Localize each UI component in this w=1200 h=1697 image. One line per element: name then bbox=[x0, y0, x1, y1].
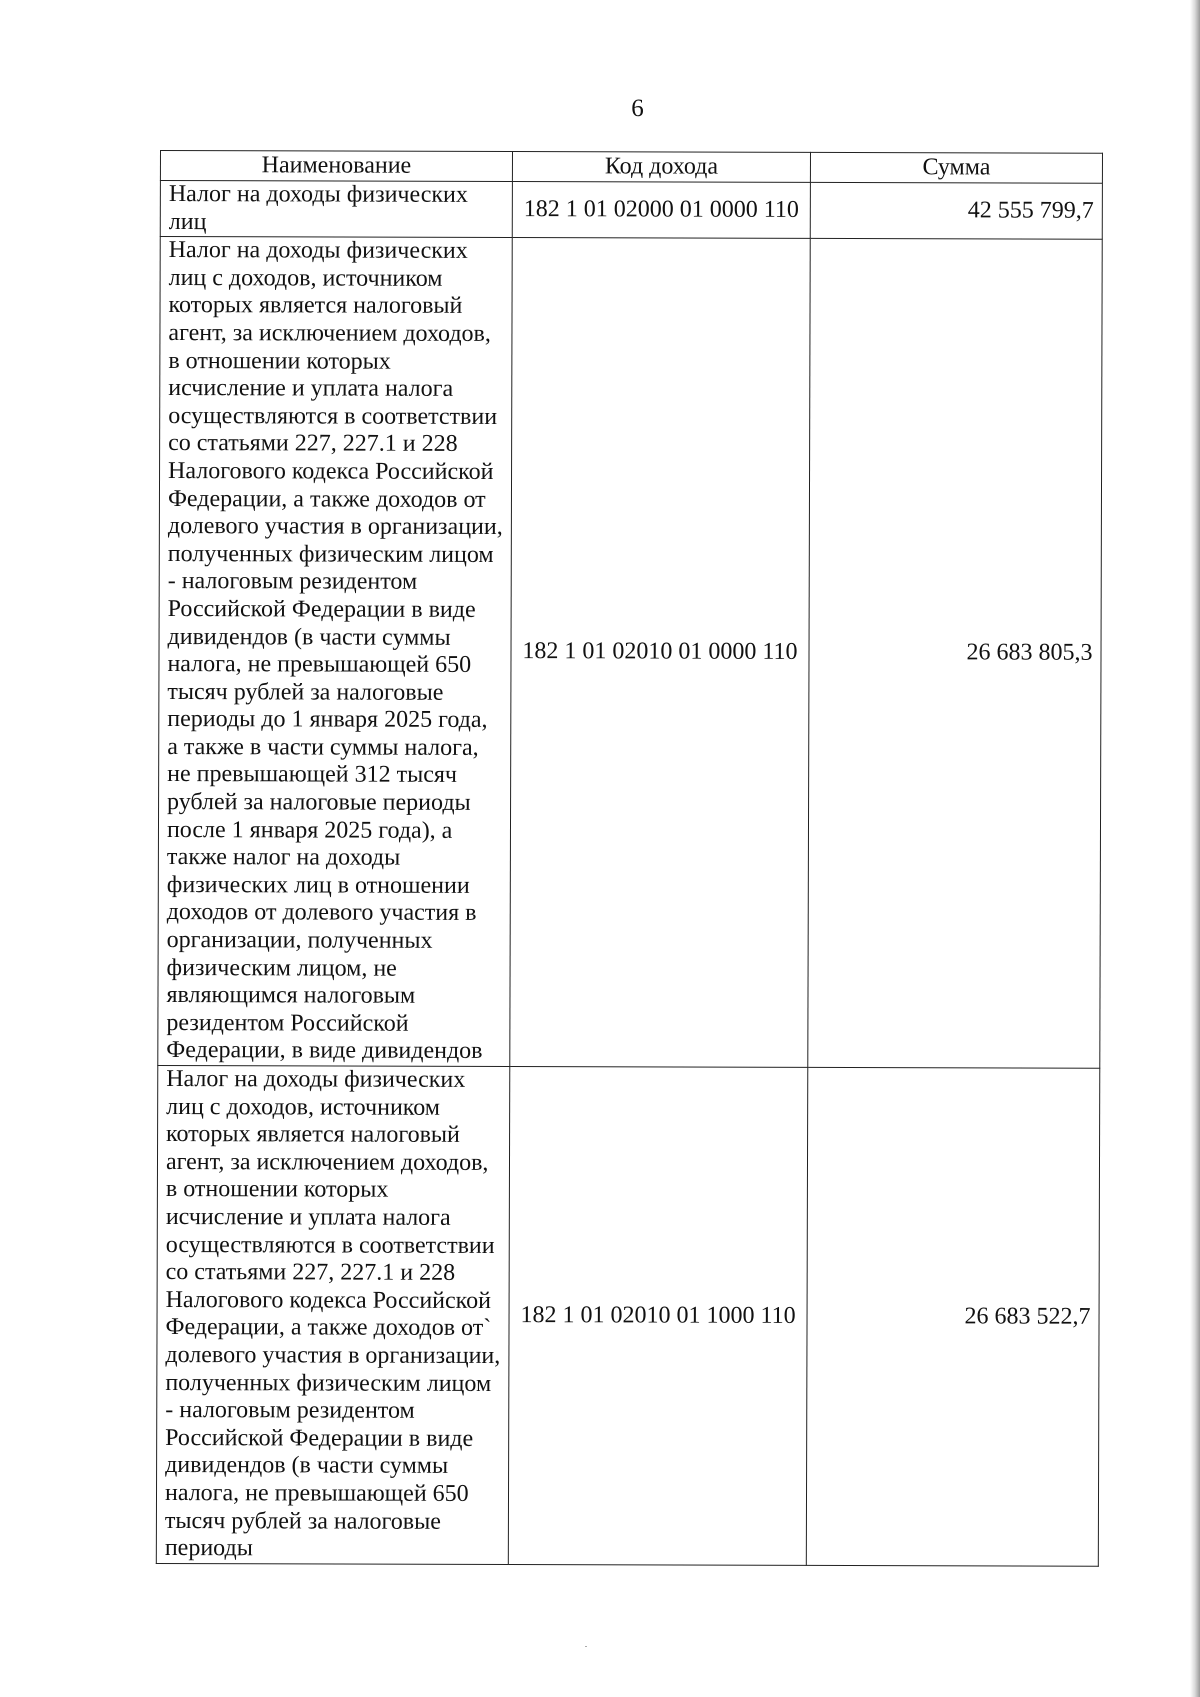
scan-page-edge bbox=[1190, 0, 1200, 1697]
table-header-row bbox=[160, 151, 1102, 184]
row-name-cell: Налог на доходы физических лиц с доходов, источником которых является налоговый агент, за исключением доходов, в отношении которых исчисление и уплата налога осуществляются в соответствии со статьями 227, 227.1 и 228 Налогового кодекса Российской Федерации, а также доходов от долевого участия в организации, полученных физическим лицом - налоговым резидентом Российской Федерации в виде дивидендов (в части суммы налога, не превышающей 650 тысяч рублей за налоговые периоды до 1 января 2025 года, а также в части суммы налога, не превышающей 312 тысяч рублей за налоговые периоды после 1 января 2025 года), а также налог на доходы физических лиц в отношении доходов от долевого участия в организации, полученных физическим лицом, не являющимся налоговым резидентом Российской Федерации, в виде дивидендов bbox=[158, 237, 512, 1067]
table-row bbox=[158, 237, 1102, 1069]
row-name-cell: Налог на доходы физических лиц bbox=[160, 181, 512, 238]
row-code-cell: 182 1 01 02010 01 1000 110 bbox=[508, 1067, 807, 1566]
income-table bbox=[156, 150, 1103, 1566]
row-code-cell: 182 1 01 02000 01 0000 110 bbox=[512, 182, 810, 239]
table-row bbox=[160, 181, 1102, 240]
scan-speck bbox=[585, 1646, 587, 1647]
row-name-cell: Налог на доходы физических лиц с доходов, источником которых является налоговый агент, за исключением доходов, в отношении которых исчисление и уплата налога осуществляются в соответствии со статьями 227, 227.1 и 228 Налогового кодекса Российской Федерации, а также доходов от` долевого участия в организации, полученных физическим лицом - налоговым резидентом Российской Федерации в виде дивидендов (в части суммы налога, не превышающей 650 тысяч рублей за налоговые периоды bbox=[156, 1065, 509, 1564]
header-name: Наименование bbox=[160, 151, 512, 182]
header-sum: Сумма bbox=[810, 152, 1102, 183]
row-sum-cell: 26 683 805,3 bbox=[808, 239, 1102, 1069]
table-row bbox=[156, 1065, 1099, 1565]
row-sum-cell: 42 555 799,7 bbox=[810, 182, 1102, 239]
header-code: Код дохода bbox=[512, 152, 810, 183]
row-sum-cell: 26 683 522,7 bbox=[806, 1067, 1099, 1566]
page-number: 6 bbox=[631, 95, 644, 122]
row-code-cell: 182 1 01 02010 01 0000 110 bbox=[510, 238, 810, 1068]
